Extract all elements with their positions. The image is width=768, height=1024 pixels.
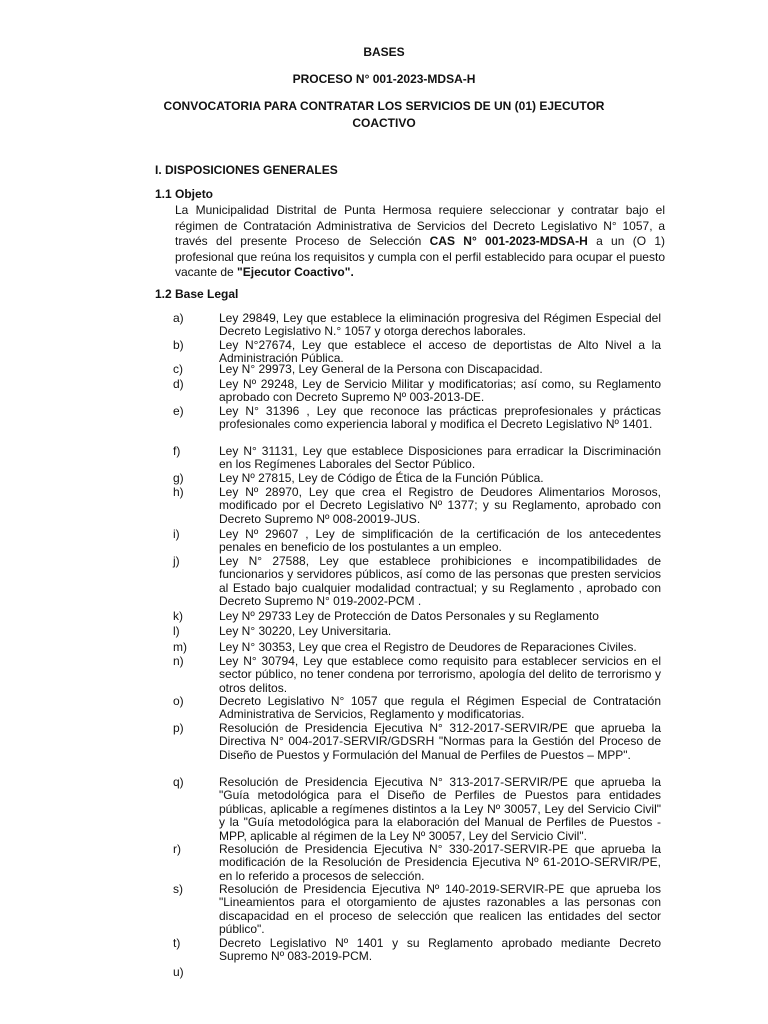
list-item-text: Decreto Legislativo N° 1057 que regula el Régimen Especial de Contratación Administrativa de Servicios, Reglamento y modificatorias. bbox=[219, 694, 661, 722]
list-item-text: Ley 29849, Ley que establece la eliminación progresiva del Régimen Especial del Decreto Legislativo N.° 1057 y otorga derechos laborales. bbox=[219, 311, 661, 339]
bases-title: BASES bbox=[363, 45, 405, 59]
list-item-text: Ley Nº 28970, Ley que crea el Registro de Deudores Alimentarios Morosos, modificado por el Decreto Legislativo Nº 1377; y su Reglamento, aprobado con Decreto Supremo Nº 008-20019-JUS. bbox=[219, 485, 661, 526]
list-item-text: Ley N° 30220, Ley Universitaria. bbox=[219, 624, 392, 638]
list-item-label: h) bbox=[173, 485, 184, 499]
list-item-text: Ley N° 30353, Ley que crea el Registro de Deudores de Reparaciones Civiles. bbox=[219, 640, 637, 654]
list-item-label: l) bbox=[173, 624, 180, 638]
list-item-text: Ley N° 31396 , Ley que reconoce las prácticas preprofesionales y prácticas profesionales como experiencia laboral y modifica el Decreto Legislativo Nº 1401. bbox=[219, 404, 661, 432]
subsection-objeto: 1.1 Objeto bbox=[155, 187, 214, 201]
objeto-proceso-code: CAS N° 001-2023-MDSA-H bbox=[429, 234, 588, 248]
list-item-label: q) bbox=[173, 775, 184, 789]
list-item-text: Decreto Legislativo Nº 1401 y su Reglamento aprobado mediante Decreto Supremo Nº 083-2019-PCM. bbox=[219, 936, 661, 964]
list-item-label: i) bbox=[173, 527, 180, 541]
list-item-label: u) bbox=[173, 965, 184, 979]
list-item-text: Ley Nº 27815, Ley de Código de Ética de la Función Pública. bbox=[219, 471, 544, 485]
list-item-label: a) bbox=[173, 311, 184, 325]
list-item-label: e) bbox=[173, 404, 184, 418]
list-item-label: j) bbox=[173, 554, 180, 568]
list-item-text: Ley Nº 29607 , Ley de simplificación de la certificación de los antecedentes penales en beneficio de los postulantes a un empleo. bbox=[219, 527, 661, 555]
objeto-paragraph bbox=[175, 203, 665, 281]
list-item-label: f) bbox=[173, 444, 181, 458]
objeto-text-a: La Municipalidad Distrital de Punta Hermosa requiere seleccionar y contratar bajo el régimen de Contratación Administrativa de Servicios del Decreto Legislativo N° 1057, a través del presente Proceso de Selección bbox=[175, 203, 665, 248]
list-item-label: g) bbox=[173, 471, 184, 485]
list-item-label: t) bbox=[173, 936, 181, 950]
list-item-label: c) bbox=[173, 362, 183, 376]
list-item-text: Ley N° 27588, Ley que establece prohibiciones e incompatibilidades de funcionarios y servidores públicos, así como de las personas que presten servicios al Estado bajo cualquier modalidad contractual; y su Reglamento , aprobado con Decreto Supremo N° 019-2002-PCM . bbox=[219, 554, 661, 609]
list-item-text: Resolución de Presidencia Ejecutiva N° 313-2017-SERVIR/PE que aprueba la "Guía metodológica para el Diseño de Perfiles de Puestos para entidades públicas, aplicable a regímenes distintos a la Ley Nº 30057, Ley del Servicio Civil" y la "Guía metodológica para la elaboración del Manual de Perfiles de Puestos - MPP, aplicable al régimen de la Ley Nº 30057, Ley del Servicio Civil". bbox=[219, 775, 661, 843]
section-disposiciones-generales: I. DISPOSICIONES GENERALES bbox=[155, 163, 338, 177]
list-item-label: o) bbox=[173, 694, 184, 708]
list-item-text: Ley N°27674, Ley que establece el acceso de deportistas de Alto Nivel a la Administración Pública. bbox=[219, 338, 661, 366]
list-item-text: Resolución de Presidencia Ejecutiva N° 330-2017-SERVIR-PE que aprueba la modificación de la Resolución de Presidencia Ejecutiva Nº 61-201O-SERVIR/PE, en lo referido a procesos de selección. bbox=[219, 842, 661, 883]
list-item-text: Ley N° 30794, Ley que establece como requisito para establecer servicios en el sector público, no tener condena por terrorismo, apología del delito de terrorismo y otros delitos. bbox=[219, 654, 661, 695]
list-item-label: d) bbox=[173, 377, 184, 391]
proceso-title: PROCESO N° 001-2023-MDSA-H bbox=[292, 72, 476, 86]
list-item-label: s) bbox=[173, 882, 183, 896]
list-item-text: Ley N° 29973, Ley General de la Persona con Discapacidad. bbox=[219, 362, 543, 376]
convocatoria-title: CONVOCATORIA PARA CONTRATAR LOS SERVICIOS DE UN (01) EJECUTOR COACTIVO bbox=[163, 99, 605, 130]
list-item-text: Ley Nº 29733 Ley de Protección de Datos Personales y su Reglamento bbox=[219, 609, 599, 623]
list-item-text: Resolución de Presidencia Ejecutiva N° 312-2017-SERVIR/PE que aprueba la Directiva N° 004-2017-SERVIR/GDSRH "Normas para la Gestión del Proceso de Diseño de Puestos y Formulación del Manual de Perfiles de Puestos – MPP". bbox=[219, 721, 661, 762]
objeto-puesto: "Ejecutor Coactivo". bbox=[237, 265, 354, 279]
list-item-text: Ley N° 31131, Ley que establece Disposiciones para erradicar la Discriminación en los Regímenes Laborales del Sector Público. bbox=[219, 444, 661, 472]
subsection-base-legal: 1.2 Base Legal bbox=[155, 287, 239, 301]
list-item-label: m) bbox=[173, 640, 187, 654]
list-item-label: r) bbox=[173, 842, 181, 856]
list-item-label: p) bbox=[173, 721, 184, 735]
list-item-text: Resolución de Presidencia Ejecutiva Nº 140-2019-SERVIR-PE que aprueba los "Lineamientos para el otorgamiento de ajustes razonables a las personas con discapacidad en el proceso de selección que realicen las entidades del sector público". bbox=[219, 882, 661, 937]
list-item-text: Ley Nº 29248, Ley de Servicio Militar y modificatorias; así como, su Reglamento aprobado con Decreto Supremo Nº 003-2013-DE. bbox=[219, 377, 661, 405]
list-item-label: k) bbox=[173, 609, 183, 623]
objeto-text-c: a un (O 1) profesional que reúna los requisitos y cumpla con el perfil establecido para ocupar el puesto vacante de bbox=[175, 234, 666, 279]
list-item-label: b) bbox=[173, 338, 184, 352]
list-item-label: n) bbox=[173, 654, 184, 668]
